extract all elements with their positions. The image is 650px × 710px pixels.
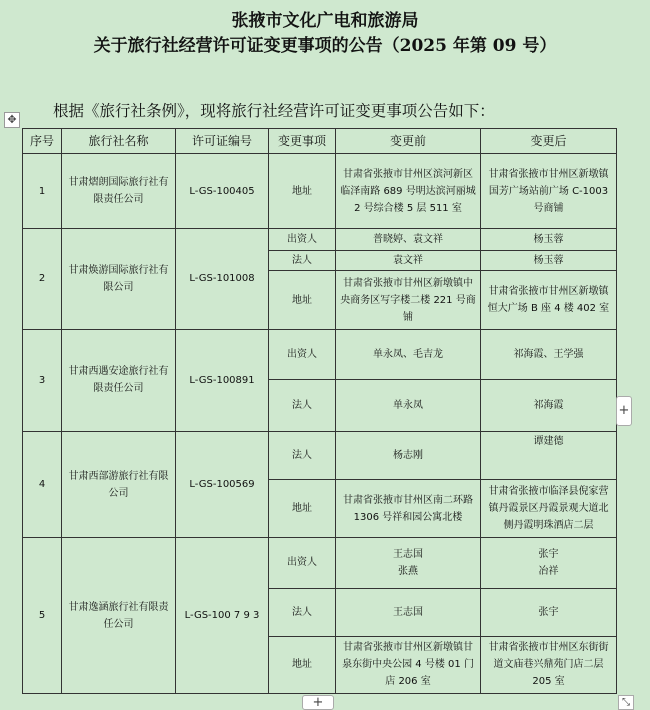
change-item: 法人 xyxy=(269,251,336,271)
table-header-row xyxy=(23,129,617,154)
change-table xyxy=(22,128,617,694)
table-row xyxy=(23,154,617,229)
header-after: 变更后 xyxy=(481,129,617,154)
change-item: 法人 xyxy=(269,379,336,431)
license-no: L-GS-100 7 9 3 xyxy=(176,538,269,694)
before-value: 甘肃省张掖市甘州区南二环路 1306 号祥和园公寓北楼 xyxy=(336,480,481,538)
header-agency-name: 旅行社名称 xyxy=(62,129,176,154)
row-no: 5 xyxy=(23,538,62,694)
license-no: L-GS-101008 xyxy=(176,229,269,329)
after-value: 祁海霞 xyxy=(481,379,617,431)
license-no: L-GS-100405 xyxy=(176,154,269,229)
change-item: 地址 xyxy=(269,154,336,229)
after-value: 杨玉蓉 xyxy=(481,251,617,271)
agency-name: 甘肃熠朗国际旅行社有限责任公司 xyxy=(62,154,176,229)
before-value: 袁文祥 xyxy=(336,251,481,271)
agency-name: 甘肃焕游国际旅行社有限公司 xyxy=(62,229,176,329)
before-value: 杨志刚 xyxy=(336,431,481,479)
change-item: 地址 xyxy=(269,271,336,329)
table-row xyxy=(23,229,617,251)
after-value: 祁海霞、王学强 xyxy=(481,329,617,379)
table-row xyxy=(23,431,617,479)
before-value: 王志国 张燕 xyxy=(336,538,481,588)
change-item: 出资人 xyxy=(269,229,336,251)
header-license-no: 许可证编号 xyxy=(176,129,269,154)
header-change-item: 变更事项 xyxy=(269,129,336,154)
add-row-button[interactable]: + xyxy=(302,695,334,710)
before-value: 王志国 xyxy=(336,588,481,636)
before-value: 单永凤、毛吉龙 xyxy=(336,329,481,379)
table-row xyxy=(23,329,617,379)
change-item: 法人 xyxy=(269,431,336,479)
change-item: 法人 xyxy=(269,588,336,636)
before-value: 单永凤 xyxy=(336,379,481,431)
change-item: 出资人 xyxy=(269,329,336,379)
change-item: 地址 xyxy=(269,480,336,538)
license-no: L-GS-100891 xyxy=(176,329,269,431)
after-value: 杨玉蓉 xyxy=(481,229,617,251)
after-value: 谭建德 xyxy=(481,431,617,479)
row-no: 4 xyxy=(23,431,62,537)
after-value: 张宇 xyxy=(481,588,617,636)
agency-name: 甘肃逸涵旅行社有限责任公司 xyxy=(62,538,176,694)
add-column-button[interactable]: + xyxy=(616,396,632,426)
notice-title-line1: 张掖市文化广电和旅游局 xyxy=(231,11,419,31)
table-move-icon[interactable]: ✥ xyxy=(4,112,20,128)
after-value: 张宇 冶祥 xyxy=(481,538,617,588)
notice-title-line2: 关于旅行社经营许可证变更事项的公告（2025 年第 09 号） xyxy=(93,36,557,56)
header-before: 变更前 xyxy=(336,129,481,154)
before-value: 甘肃省张掖市甘州区新墩镇甘泉东街中央公园 4 号楼 01 门店 206 室 xyxy=(336,636,481,693)
table-row xyxy=(23,538,617,588)
agency-name: 甘肃西部游旅行社有限公司 xyxy=(62,431,176,537)
before-value: 甘肃省张掖市甘州区新墩镇中央商务区写字楼二楼 221 号商铺 xyxy=(336,271,481,329)
change-item: 出资人 xyxy=(269,538,336,588)
after-value: 甘肃省张掖市甘州区新墩镇恒大广场 B 座 4 楼 402 室 xyxy=(481,271,617,329)
after-value: 甘肃省张掖市甘州区新墩镇国芳广场站前广场 C-1003 号商铺 xyxy=(481,154,617,229)
agency-name: 甘肃西遇安途旅行社有限责任公司 xyxy=(62,329,176,431)
header-no: 序号 xyxy=(23,129,62,154)
row-no: 2 xyxy=(23,229,62,329)
before-value: 甘肃省张掖市甘州区滨河新区临泽南路 689 号明达滨河丽城 2 号综合楼 5 层 511 室 xyxy=(336,154,481,229)
license-no: L-GS-100569 xyxy=(176,431,269,537)
intro-paragraph: 根据《旅行社条例》，现将旅行社经营许可证变更事项公告如下： xyxy=(53,102,495,120)
after-value: 甘肃省张掖市临泽县倪家营镇丹霞景区丹霞景观大道北侧丹霞明珠酒店二层 xyxy=(481,480,617,538)
change-item: 地址 xyxy=(269,636,336,693)
table-resize-icon[interactable]: ⤡ xyxy=(618,695,634,710)
before-value: 普晓婷、袁文祥 xyxy=(336,229,481,251)
after-value: 甘肃省张掖市甘州区东街街道文庙巷兴鼎苑门店二层 205 室 xyxy=(481,636,617,693)
row-no: 3 xyxy=(23,329,62,431)
row-no: 1 xyxy=(23,154,62,229)
